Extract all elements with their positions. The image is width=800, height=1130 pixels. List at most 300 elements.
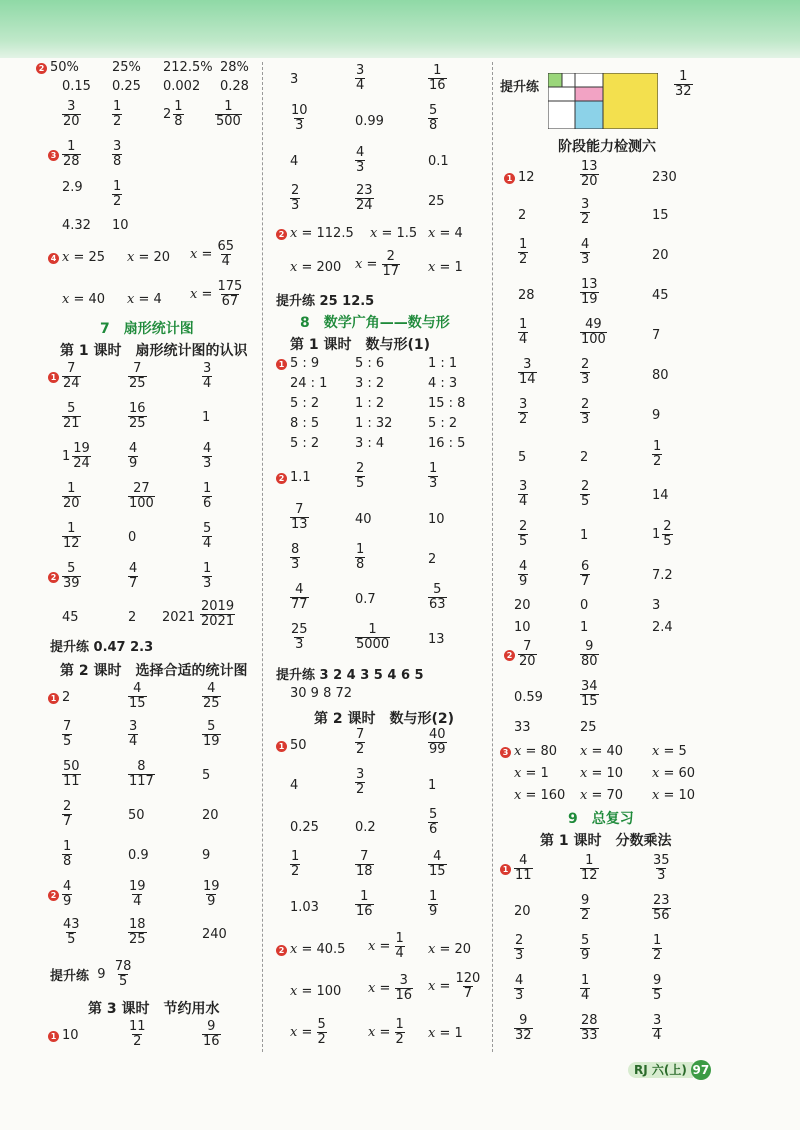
answer-item: 10 [112,218,129,233]
answer-item: x = 60 [652,766,696,781]
fraction: $\frac{4}{11}$ [515,853,532,883]
fraction-area-figure [548,73,658,129]
answer-item: 4 [290,154,299,169]
answer-item: x = 40.5 [290,942,346,957]
fraction: $\frac{50}{11}$ [63,759,80,789]
fraction: $\frac{16}{25}$ [129,401,146,431]
top-color-band [0,0,800,58]
answer-item: 2 [580,450,589,465]
answer-item [128,1020,147,1049]
answer-item: 212.5% [163,60,213,75]
answer-item [290,543,300,572]
practice-line: 提升练 9 78 5 [50,959,132,989]
answer-item [128,362,147,391]
fraction: $\frac{4}{25}$ [203,681,220,711]
fraction: $\frac{1}{3}$ [203,561,212,591]
answer-item: 1 [580,528,589,543]
answer-item [514,974,524,1003]
fraction: $\frac{2}{17}$ [382,249,400,279]
answer-item: x = $\frac{3}{16}$ [368,973,413,1003]
answer-item: 25 [428,194,445,209]
fraction: $\frac{8}{3}$ [291,542,300,572]
lesson-heading-6: 第 1 课时 分数乘法 [540,833,672,849]
fraction: $\frac{175}{67}$ [217,279,243,309]
fraction: $\frac{5}{8}$ [429,103,438,133]
fraction: $\frac{1}{16}$ [429,63,446,93]
answer-item [518,560,528,589]
answer-item [652,440,662,469]
fraction: $\frac{1}{500}$ [216,99,241,129]
fraction: $\frac{1}{20}$ [63,481,80,511]
fraction: $\frac{3}{16}$ [395,973,413,1003]
fraction: $\frac{1}{4}$ [581,973,590,1003]
answer-item: 2 [428,552,437,567]
answer-item [518,358,537,387]
answer-item: x = 160 [514,788,566,803]
question-number-marker: 3 [48,150,59,161]
answer-item: 10 [62,1028,79,1043]
fraction: $\frac{2}{5}$ [581,479,590,509]
answer-item [355,146,365,175]
answer-item: 2.9 [62,180,83,195]
fraction: $\frac{120}{7}$ [455,971,481,1001]
question-number-marker: 2 [276,473,287,484]
answer-item [128,880,147,909]
fraction: $\frac{9}{80}$ [581,639,598,669]
answer-item [290,503,309,532]
answer-item [580,398,590,427]
answer-item [580,1014,599,1043]
fraction: 1 8 [174,99,183,129]
lesson-heading-3: 第 3 课时 节约用水 [88,1001,220,1017]
answer-item: 4 : 3 [428,376,458,391]
fraction: $\frac{4}{3}$ [515,973,524,1003]
fraction: $\frac{1}{12}$ [63,521,80,551]
fraction: $\frac{7}{24}$ [63,361,80,391]
answer-item [290,583,309,612]
chapter-heading-8: 8 数学广角——数与形 [300,315,450,331]
answer-item: 20 [202,808,219,823]
fraction: $\frac{3}{2}$ [519,397,528,427]
fraction: $\frac{49}{100}$ [581,317,606,347]
answer-item [200,600,235,629]
fraction: 2 5 [663,519,672,549]
answer-item [202,482,212,511]
answer-item: 50% [50,60,79,75]
answer-item: x = 70 [580,788,624,803]
answer-item [580,198,590,227]
answer-item [652,974,662,1003]
answer-item [62,482,81,511]
answer-item: 9 [652,408,661,423]
answer-item: 2 [62,690,71,705]
answer-item: 230 [652,170,677,185]
practice-line: 提升练 0.47 2.3 [50,640,154,655]
answer-item: 0.25 [112,79,141,94]
fraction: $\frac{35}{3}$ [653,853,670,883]
fraction: $\frac{5}{19}$ [203,719,220,749]
practice-line: 30 9 8 72 [290,686,353,701]
fraction: $\frac{25}{3}$ [291,622,308,652]
answer-item: 25 [580,720,597,735]
fraction: $\frac{2}{5}$ [356,461,365,491]
fraction: $\frac{3}{20}$ [63,99,80,129]
answer-item [514,854,533,883]
answer-item [62,562,81,591]
question-number-marker: 4 [48,253,59,264]
fraction: $\frac{4}{3}$ [581,237,590,267]
fraction: $\frac{1}{4}$ [519,317,528,347]
fraction: $\frac{4}{15}$ [429,849,446,879]
answer-item [580,854,599,883]
answer-item: x = 4 [428,226,463,241]
fraction: $\frac{1}{28}$ [63,139,80,169]
fraction: $\frac{1}{6}$ [203,481,212,511]
answer-item: 20 [514,598,531,613]
answer-item: x = $\frac{1}{4}$ [368,931,404,961]
answer-item: 15 [652,208,669,223]
answer-item: 5 [202,768,211,783]
fraction: $\frac{1}{16}$ [356,889,373,919]
answer-item [428,462,438,491]
answer-item [355,623,390,652]
answer-item: x = 1 [514,766,549,781]
answer-item [428,890,438,919]
answer-item: 1 19 24 [62,441,90,471]
fraction: $\frac{4}{3}$ [203,441,212,471]
answer-item: 12 [518,170,535,185]
fraction: $\frac{7}{2}$ [356,727,365,757]
answer-item: x = $\frac{1}{2}$ [368,1017,404,1047]
answer-item [355,543,365,572]
answer-item: 2021 [162,610,196,625]
answer-item [112,180,122,209]
answer-item [580,680,599,709]
fraction: $\frac{19}{4}$ [129,879,146,909]
question-number-marker: 1 [48,1031,59,1042]
answer-item: x = 40 [62,292,106,307]
answer-item [580,640,599,669]
answer-item: 0.99 [355,114,384,129]
answer-item [652,1014,662,1043]
answer-item [580,894,590,923]
answer-item [202,682,221,711]
answer-item: 15 : 8 [428,396,466,411]
fraction: $\frac{2}{3}$ [581,357,590,387]
answer-item [514,934,524,963]
question-number-marker: 1 [276,359,287,370]
answer-item: x = 5 [652,744,687,759]
answer-item [518,318,528,347]
answer-item [202,1020,221,1049]
answer-item [580,318,607,347]
lesson-heading-2: 第 2 课时 选择合适的统计图 [60,663,248,679]
answer-item: 25% [112,60,141,75]
fraction: $\frac{4}{9}$ [129,441,138,471]
fraction: 19 24 [73,441,90,471]
answer-item: 1.03 [290,900,319,915]
fraction: $\frac{9}{5}$ [653,973,662,1003]
answer-item: 13 [428,632,445,647]
question-number-marker: 1 [48,372,59,383]
answer-item [518,520,528,549]
fraction: $\frac{65}{4}$ [217,239,235,269]
answer-item: x = $\frac{5}{2}$ [290,1017,326,1047]
fraction: $\frac{1}{2}$ [653,439,662,469]
fraction: $\frac{13}{19}$ [581,277,598,307]
answer-item: 5 [518,450,527,465]
fraction: $\frac{1}{5000}$ [356,622,390,652]
chapter-heading-7: 7 扇形统计图 [100,321,194,337]
fraction: 78 5 [114,959,132,989]
answer-item [355,890,374,919]
answer-item: 80 [652,368,669,383]
answer-item: 7.2 [652,568,673,583]
fraction: $\frac{1}{32}$ [675,69,692,99]
answer-item [580,358,590,387]
fraction: $\frac{4}{9}$ [519,559,528,589]
answer-item: x = 10 [580,766,624,781]
answer-item: x = 1.5 [370,226,418,241]
practice-line: 提升练 25 12.5 [276,294,375,309]
answer-item [62,720,72,749]
answer-item [62,800,72,829]
answer-item: x = 1 [428,260,463,275]
lesson-heading-1: 第 1 课时 扇形统计图的认识 [60,343,248,359]
answer-item: 10 [514,620,531,635]
answer-item: 1 2 5 [652,519,672,549]
answer-item [112,140,122,169]
answer-item: 33 [514,720,531,735]
answer-item [580,480,590,509]
answer-item: 0 [580,598,589,613]
fraction: $\frac{40}{99}$ [429,727,446,757]
answer-item [62,362,81,391]
fraction: $\frac{5}{9}$ [581,933,590,963]
question-number-marker: 2 [48,572,59,583]
answer-item: x = $\frac{175}{67}$ [190,279,243,309]
answer-item: 1 [428,778,437,793]
answer-item: 1 [580,620,589,635]
answer-item [128,720,138,749]
fraction: $\frac{34}{15}$ [581,679,598,709]
answer-item [62,918,81,947]
fraction: $\frac{7}{18}$ [356,849,373,879]
answer-item: 0.59 [514,690,543,705]
answer-item [580,934,590,963]
fraction: $\frac{3}{14}$ [519,357,536,387]
fraction: $\frac{23}{56}$ [653,893,670,923]
question-number-marker: 2 [276,229,287,240]
fraction: $\frac{23}{24}$ [356,183,373,213]
answer-item: 5 : 2 [290,396,320,411]
answer-item [202,442,212,471]
answer-item [518,398,528,427]
fraction: $\frac{7}{25}$ [129,361,146,391]
fraction: $\frac{1}{4}$ [395,931,404,961]
fraction: $\frac{8}{117}$ [129,759,154,789]
fraction: $\frac{7}{13}$ [291,502,308,532]
fraction: $\frac{9}{16}$ [203,1019,220,1049]
answer-item: 1 [202,410,211,425]
fraction: $\frac{2}{7}$ [63,799,72,829]
answer-item: x = 100 [290,984,342,999]
answer-item [355,462,365,491]
answer-item: 45 [62,610,79,625]
answer-item [355,768,365,797]
answer-item: x = $\frac{120}{7}$ [428,971,481,1001]
answer-item: 24 : 1 [290,376,328,391]
fraction: $\frac{1}{12}$ [581,853,598,883]
answer-item: 1.1 [290,470,311,485]
fraction: $\frac{19}{9}$ [203,879,220,909]
question-number-marker: 1 [504,173,515,184]
answer-item [112,100,122,129]
answer-item [428,64,447,93]
fraction: $\frac{43}{5}$ [63,917,80,947]
fraction: $\frac{5}{39}$ [63,561,80,591]
fraction: $\frac{1}{3}$ [429,461,438,491]
fraction: $\frac{9}{2}$ [581,893,590,923]
practice-line: 提升练 [500,80,540,95]
answer-item: 2.4 [652,620,673,635]
answer-item: 9 [202,848,211,863]
fraction: $\frac{2}{3}$ [581,397,590,427]
answer-item: 10 [428,512,445,527]
fraction: $\frac{3}{2}$ [581,197,590,227]
answer-item [514,1014,533,1043]
practice-line: 提升练 3 2 4 3 5 4 6 5 [276,668,424,683]
answer-item: x = 80 [514,744,558,759]
answer-item: 0.7 [355,592,376,607]
answer-item [290,184,300,213]
answer-item [62,840,72,869]
answer-item [62,402,81,431]
fraction: $\frac{5}{4}$ [203,521,212,551]
answer-item: 20 [652,248,669,263]
answer-item: 45 [652,288,669,303]
fraction: $\frac{3}{2}$ [356,767,365,797]
fraction: $\frac{11}{2}$ [129,1019,146,1049]
answer-item: x = $\frac{2}{17}$ [355,249,400,279]
answer-item: 5 : 2 [428,416,458,431]
answer-item: 0.2 [355,820,376,835]
answer-item [580,160,599,189]
fraction: $\frac{28}{33}$ [581,1013,598,1043]
fraction: $\frac{18}{25}$ [129,917,146,947]
stage-test-heading: 阶段能力检测六 [558,139,656,155]
answer-item: 4 [290,778,299,793]
question-number-marker: 1 [48,693,59,704]
answer-item: 0.1 [428,154,449,169]
fraction: $\frac{1}{9}$ [429,889,438,919]
fraction: $\frac{9}{32}$ [515,1013,532,1043]
fraction: $\frac{1}{2}$ [653,933,662,963]
answer-item: 3 : 4 [355,436,385,451]
fraction: $\frac{10}{3}$ [291,103,308,133]
answer-item: 14 [652,488,669,503]
answer-item [428,850,447,879]
question-number-marker: 1 [500,864,511,875]
question-number-marker: 3 [500,747,511,758]
answer-item [62,140,81,169]
fraction: $\frac{3}{8}$ [113,139,122,169]
answer-item [290,623,309,652]
answer-item: 0.28 [220,79,249,94]
page-number: 97 [691,1060,711,1080]
answer-item [355,184,374,213]
column-divider-1 [262,62,263,1052]
answer-item: 240 [202,927,227,942]
answer-item: 40 [355,512,372,527]
fraction: $\frac{2}{3}$ [291,183,300,213]
question-number-marker: 2 [48,890,59,901]
answer-item [580,560,590,589]
answer-item: x = 25 [62,250,106,265]
fraction: $\frac{5}{2}$ [317,1017,326,1047]
lesson-heading-5: 第 2 课时 数与形(2) [314,711,455,727]
answer-item [128,760,155,789]
answer-item [580,238,590,267]
fraction: $\frac{7}{5}$ [63,719,72,749]
answer-item [202,562,212,591]
answer-item: 50 [128,808,145,823]
answer-item: 16 : 5 [428,436,466,451]
fraction: $\frac{3}{4}$ [356,63,365,93]
fraction: $\frac{3}{4}$ [203,361,212,391]
answer-item [428,104,438,133]
answer-item: 0.9 [128,848,149,863]
fraction: $\frac{4}{7}$ [129,561,138,591]
answer-item: x = 20 [127,250,171,265]
fraction: $\frac{27}{100}$ [129,481,154,511]
answer-item: 8 : 5 [290,416,320,431]
fraction: $\frac{2}{3}$ [515,933,524,963]
answer-item: 1 : 32 [355,416,393,431]
fraction: $\frac{5}{21}$ [63,401,80,431]
answer-item: 2 [128,610,137,625]
fraction: $\frac{2019}{2021}$ [201,599,235,629]
answer-item: 7 [652,328,661,343]
fraction: $\frac{3}{4}$ [653,1013,662,1043]
fraction: $\frac{1}{2}$ [113,179,122,209]
answer-item: 0.002 [163,79,201,94]
answer-item [428,808,438,837]
answer-item: 28% [220,60,249,75]
answer-item: 4.32 [62,218,91,233]
fraction: $\frac{2}{5}$ [519,519,528,549]
answer-item [290,850,300,879]
fraction: $\frac{6}{7}$ [581,559,590,589]
answer-item [202,720,221,749]
answer-item [580,974,590,1003]
question-number-marker: 1 [276,741,287,752]
fraction: $\frac{1}{2}$ [291,849,300,879]
answer-item: 0.25 [290,820,319,835]
fraction: $\frac{4}{77}$ [291,582,308,612]
answer-item: 2 [518,208,527,223]
answer-item: 28 [518,288,535,303]
answer-item [428,728,447,757]
answer-item: x = 200 [290,260,342,275]
answer-item [202,362,212,391]
answer-item [202,522,212,551]
answer-item [518,480,528,509]
answer-item: x = 112.5 [290,226,354,241]
answer-item: x = 40 [580,744,624,759]
answer-item [652,854,671,883]
answer-item: 5 : 6 [355,356,385,371]
